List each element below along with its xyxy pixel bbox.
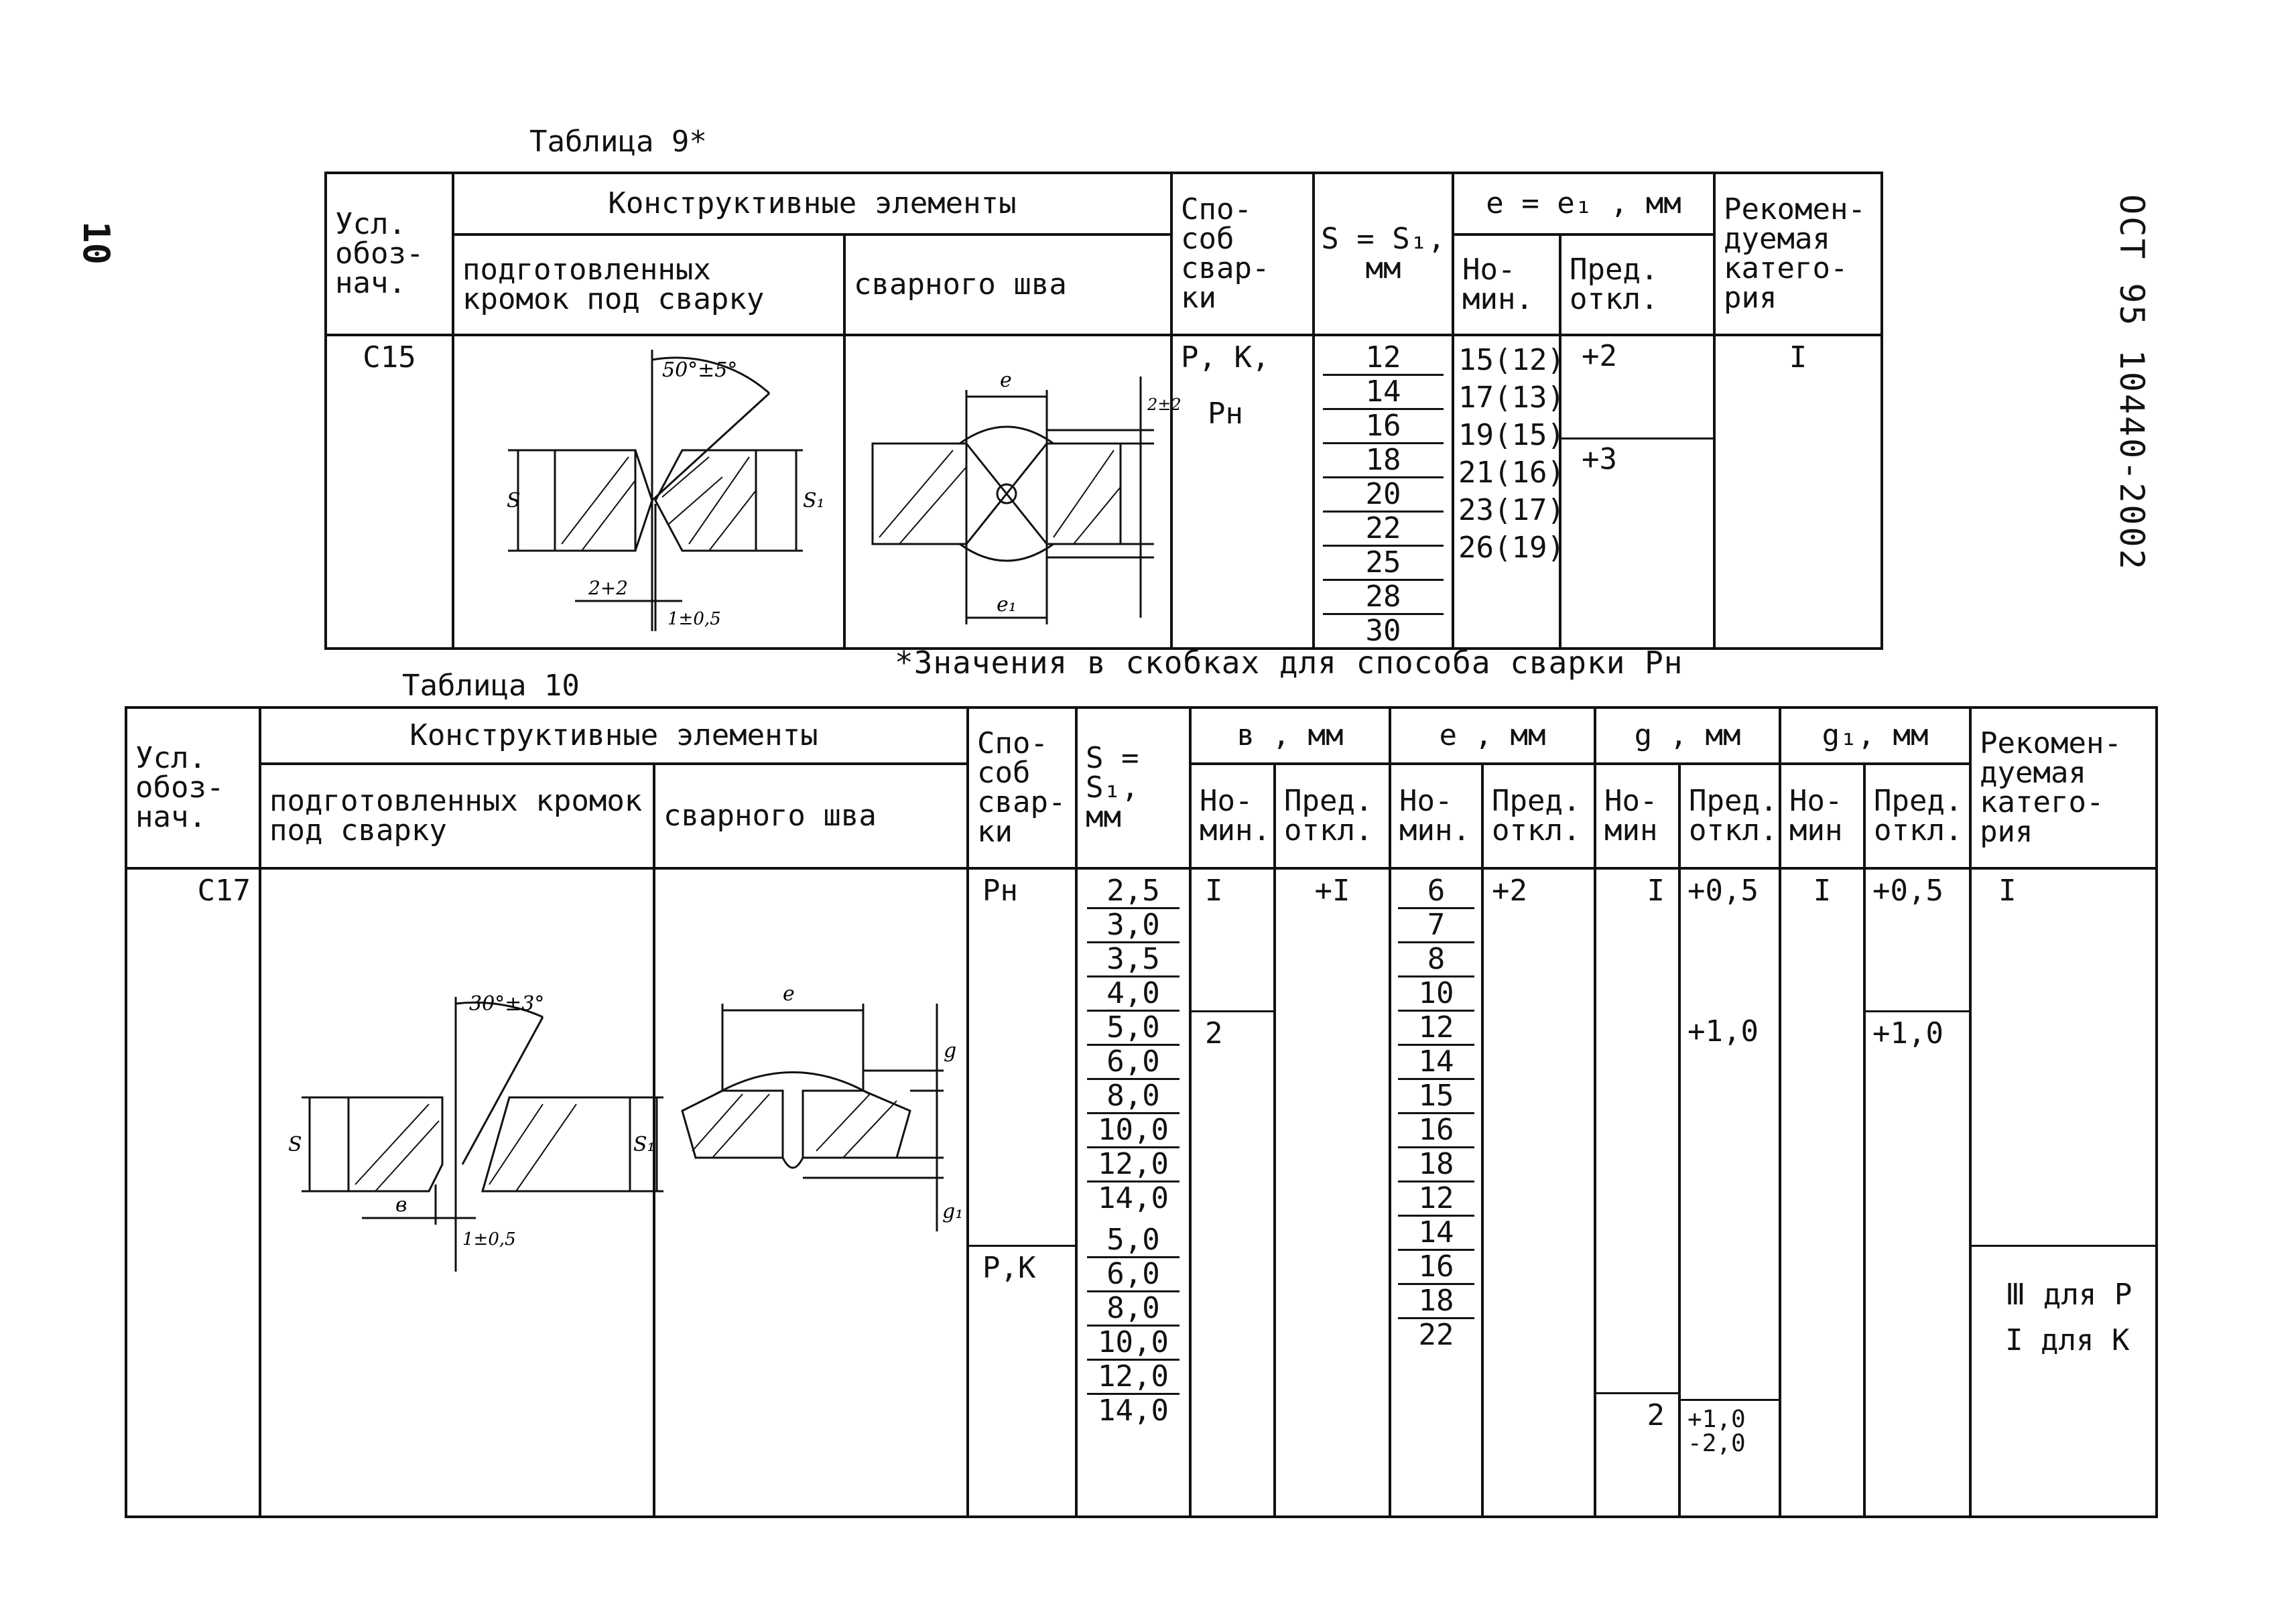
t10-thickness-rn-item: 14,0 bbox=[1098, 1181, 1169, 1215]
t9-header-nominal: Но- мин. bbox=[1453, 234, 1560, 335]
t10-header-g1-nom: Но- мин bbox=[1780, 764, 1864, 868]
t9-sketch2-h: 2±2 bbox=[1147, 395, 1182, 414]
t10-thickness-rn-item: 10,0 bbox=[1087, 1114, 1179, 1148]
t10-method bbox=[968, 868, 1076, 1517]
t10-e-nominal-item: 15 bbox=[1398, 1080, 1474, 1114]
t9-header-tolerance: Пред. откл. bbox=[1560, 234, 1714, 335]
t10-g-nom-2: 2 bbox=[1647, 1398, 1665, 1432]
t10-header-category: Рекомен- дуемая катего- рия bbox=[1970, 707, 2157, 868]
t10-header-weld: сварного шва bbox=[654, 764, 968, 868]
t10-category-1: I bbox=[1972, 870, 2155, 1247]
t10-header-g1: g₁, мм bbox=[1780, 707, 1970, 764]
t10-thickness-pk-item: 5,0 bbox=[1087, 1224, 1179, 1258]
t10-header-g: g , мм bbox=[1595, 707, 1780, 764]
t10-thickness-rn-item: 8,0 bbox=[1087, 1080, 1179, 1114]
t9-e-nominal-item: 15(12) bbox=[1458, 343, 1565, 377]
t10-g1-nom: I bbox=[1780, 868, 1864, 1517]
t9-thickness-item: 14 bbox=[1323, 376, 1444, 410]
t10-thickness-rn-item: 3,0 bbox=[1087, 909, 1179, 943]
t10-g-tol-3: +1,0 -2,0 bbox=[1687, 1406, 1746, 1457]
t10-g-tol-2: +1,0 bbox=[1681, 1010, 1779, 1401]
t10-header-method: Спо- соб свар- ки bbox=[968, 707, 1076, 868]
t10-thickness-rn-item: 6,0 bbox=[1087, 1046, 1179, 1080]
t10-header-e-tol: Пред. откл. bbox=[1482, 764, 1595, 868]
t10-header-thickness: S = S₁, мм bbox=[1076, 707, 1190, 868]
t10-e-nominal-item: 6 bbox=[1398, 875, 1474, 909]
t9-method-1: Р, К, bbox=[1181, 340, 1270, 375]
t9-sketch1-s: S bbox=[507, 489, 521, 513]
t10-g-nom-1: I bbox=[1596, 870, 1678, 1394]
t10-category-2b: I для К bbox=[2005, 1323, 2130, 1357]
t9-e-nominal-item: 17(13) bbox=[1458, 381, 1565, 415]
t9-tol-2: +3 bbox=[1582, 442, 1617, 476]
t10-sketch1-b: в bbox=[395, 1193, 407, 1217]
t10-thickness-pk-item: 14,0 bbox=[1098, 1394, 1169, 1428]
t10-header-e-nom: Но- мин. bbox=[1390, 764, 1482, 868]
table9-caption: Таблица 9* bbox=[529, 125, 707, 159]
t10-e-nominal-item: 16 bbox=[1398, 1114, 1474, 1148]
t10-sketch1-s1: S₁ bbox=[633, 1133, 655, 1156]
t9-thickness-item: 22 bbox=[1323, 513, 1444, 547]
t10-method-pk: Р,К bbox=[982, 1251, 1036, 1285]
t9-e-nominal-item: 21(16) bbox=[1458, 456, 1565, 490]
t9-sketch1-s1: S₁ bbox=[803, 489, 825, 513]
t10-thickness-rn-item: 12,0 bbox=[1087, 1148, 1179, 1182]
t10-sketch1-angle: 30°±3° bbox=[469, 992, 545, 1016]
t10-g1-tol-2: +1,0 bbox=[1872, 1016, 1944, 1051]
t10-g-nom bbox=[1595, 868, 1679, 1517]
t9-thickness-item: 30 bbox=[1365, 614, 1401, 648]
t9-header-thickness: S = S₁, мм bbox=[1314, 173, 1453, 335]
t10-category-2a: Ⅲ для Р bbox=[2005, 1278, 2132, 1312]
t9-sketch1-angle: 50°±5° bbox=[662, 358, 738, 382]
t10-sketch2-g: g bbox=[944, 1039, 957, 1063]
page-number: 10 bbox=[75, 221, 117, 265]
t9-sketch2-e: e bbox=[1000, 368, 1012, 392]
t10-thickness-rn-item: 2,5 bbox=[1087, 875, 1179, 909]
t9-footnote: *Значения в скобках для способа сварки Рн bbox=[895, 645, 1683, 681]
t10-sketch-weld bbox=[654, 868, 968, 1517]
t10-header-b: в , мм bbox=[1190, 707, 1390, 764]
t10-category bbox=[1970, 868, 2157, 1517]
t10-g-tol bbox=[1679, 868, 1780, 1517]
t9-e-nominal-item: 23(17) bbox=[1458, 493, 1565, 527]
t10-header-g1-tol: Пред. откл. bbox=[1864, 764, 1970, 868]
t9-category: I bbox=[1714, 335, 1882, 649]
t10-e-nominal-item: 14 bbox=[1398, 1217, 1474, 1251]
t10-e-nominal-item: 12 bbox=[1398, 1182, 1474, 1217]
t10-sketch1-root: 1±0,5 bbox=[462, 1229, 516, 1249]
t10-b-nom bbox=[1190, 868, 1275, 1517]
t10-sketch2-g1: g₁ bbox=[942, 1200, 964, 1223]
t9-header-category: Рекомен- дуемая катего- рия bbox=[1714, 173, 1882, 335]
t10-e-nominal-item: 7 bbox=[1398, 909, 1474, 943]
t10-header-constructive: Конструктивные элементы bbox=[260, 707, 968, 764]
t9-header-designation: Усл. обоз- нач. bbox=[326, 173, 453, 335]
t10-header-prepared-edges: подготовленных кромок под сварку bbox=[260, 764, 654, 868]
t10-header-e: е , мм bbox=[1390, 707, 1595, 764]
t9-weld-drawing bbox=[846, 336, 1182, 635]
t9-tolerance bbox=[1560, 335, 1714, 649]
t9-thickness-item: 28 bbox=[1323, 581, 1444, 615]
t10-thickness-pk-item: 10,0 bbox=[1087, 1327, 1179, 1361]
t9-edge-prep-drawing bbox=[454, 336, 846, 635]
t9-thickness-item: 16 bbox=[1323, 410, 1444, 444]
t10-header-b-tol: Пред. откл. bbox=[1275, 764, 1390, 868]
t10-header-b-nom: Но- мин. bbox=[1190, 764, 1275, 868]
t10-thickness-pk-item: 6,0 bbox=[1087, 1258, 1179, 1292]
t9-thickness bbox=[1314, 335, 1453, 649]
t10-thickness-pk-item: 12,0 bbox=[1087, 1361, 1179, 1395]
t10-e-nominal-item: 16 bbox=[1398, 1251, 1474, 1285]
t9-header-e-group: e = e₁ , мм bbox=[1453, 173, 1714, 234]
t10-e-nominal-item: 10 bbox=[1398, 977, 1474, 1012]
t10-e-nominal-item: 8 bbox=[1398, 943, 1474, 977]
t9-method bbox=[1171, 335, 1314, 649]
t9-thickness-item: 20 bbox=[1323, 478, 1444, 513]
t10-b-nom-1: I bbox=[1192, 870, 1273, 1012]
t9-thickness-item: 25 bbox=[1323, 547, 1444, 581]
t9-sketch-prepared bbox=[453, 335, 844, 649]
t9-sketch1-gap: 2+2 bbox=[588, 577, 629, 599]
t10-sketch1-s: S bbox=[288, 1133, 302, 1156]
t10-sketch-prepared bbox=[260, 868, 654, 1517]
t10-thickness-pk-item: 8,0 bbox=[1087, 1292, 1179, 1327]
t10-e-nominal-item: 14 bbox=[1398, 1046, 1474, 1080]
t10-b-nom-2: 2 bbox=[1205, 1016, 1223, 1051]
t9-e-nominal-item: 19(15) bbox=[1458, 418, 1565, 452]
t9-e-nominal bbox=[1453, 335, 1565, 649]
t10-weld-drawing bbox=[655, 870, 969, 1510]
t9-e-nominal-item: 26(19) bbox=[1458, 531, 1565, 565]
t9-tol-1: +2 bbox=[1561, 336, 1713, 440]
standard-designation: ОСТ 95 10440-2002 bbox=[2112, 194, 2151, 571]
t10-header-g-nom: Но- мин bbox=[1595, 764, 1679, 868]
t10-thickness-rn-item: 3,5 bbox=[1087, 943, 1179, 977]
t10-thickness bbox=[1076, 868, 1190, 1517]
t10-method-rn: Рн bbox=[969, 870, 1075, 1247]
t10-sketch2-e: е bbox=[783, 982, 795, 1006]
t10-e-tol: +2 bbox=[1482, 868, 1595, 1517]
t10-g1-tol-1: +0,5 bbox=[1866, 870, 1969, 1012]
t10-e-nominal-item: 18 bbox=[1398, 1285, 1474, 1319]
t9-header-prepared-edges: подготовленных кромок под сварку bbox=[453, 234, 844, 335]
t10-e-nominal-item: 18 bbox=[1398, 1148, 1474, 1182]
t10-thickness-rn-item: 5,0 bbox=[1087, 1012, 1179, 1046]
t9-sketch-weld bbox=[844, 335, 1182, 649]
t9-thickness-item: 12 bbox=[1323, 342, 1444, 376]
t10-e-nom bbox=[1390, 868, 1482, 1517]
t9-header-weld: сварного шва bbox=[844, 234, 1171, 335]
t10-thickness-rn-item: 4,0 bbox=[1087, 977, 1179, 1012]
table10 bbox=[125, 706, 2158, 1518]
t9-header-method: Спо- соб свар- ки bbox=[1171, 173, 1314, 335]
t10-b-tol: +I bbox=[1275, 868, 1390, 1517]
t10-e-nominal-item: 12 bbox=[1398, 1012, 1474, 1046]
t9-sketch1-root: 1±0,5 bbox=[667, 609, 721, 629]
t10-e-nominal-item: 22 bbox=[1418, 1318, 1454, 1352]
t10-designation: С17 bbox=[126, 868, 260, 1517]
t10-header-g-tol: Пред. откл. bbox=[1679, 764, 1780, 868]
t10-header-designation: Усл. обоз- нач. bbox=[126, 707, 260, 868]
t9-header-constructive: Конструктивные элементы bbox=[453, 173, 1171, 234]
table10-caption: Таблица 10 bbox=[402, 669, 580, 703]
t9-designation: С15 bbox=[326, 335, 453, 649]
t9-thickness-item: 18 bbox=[1323, 444, 1444, 478]
t10-edge-prep-drawing bbox=[261, 870, 655, 1510]
t9-sketch2-e1: e₁ bbox=[997, 593, 1017, 616]
table9 bbox=[324, 172, 1883, 650]
t9-method-2: Рн bbox=[1208, 397, 1243, 431]
t10-g-tol-1: +0,5 bbox=[1687, 874, 1759, 908]
t10-g1-tol bbox=[1864, 868, 1970, 1517]
